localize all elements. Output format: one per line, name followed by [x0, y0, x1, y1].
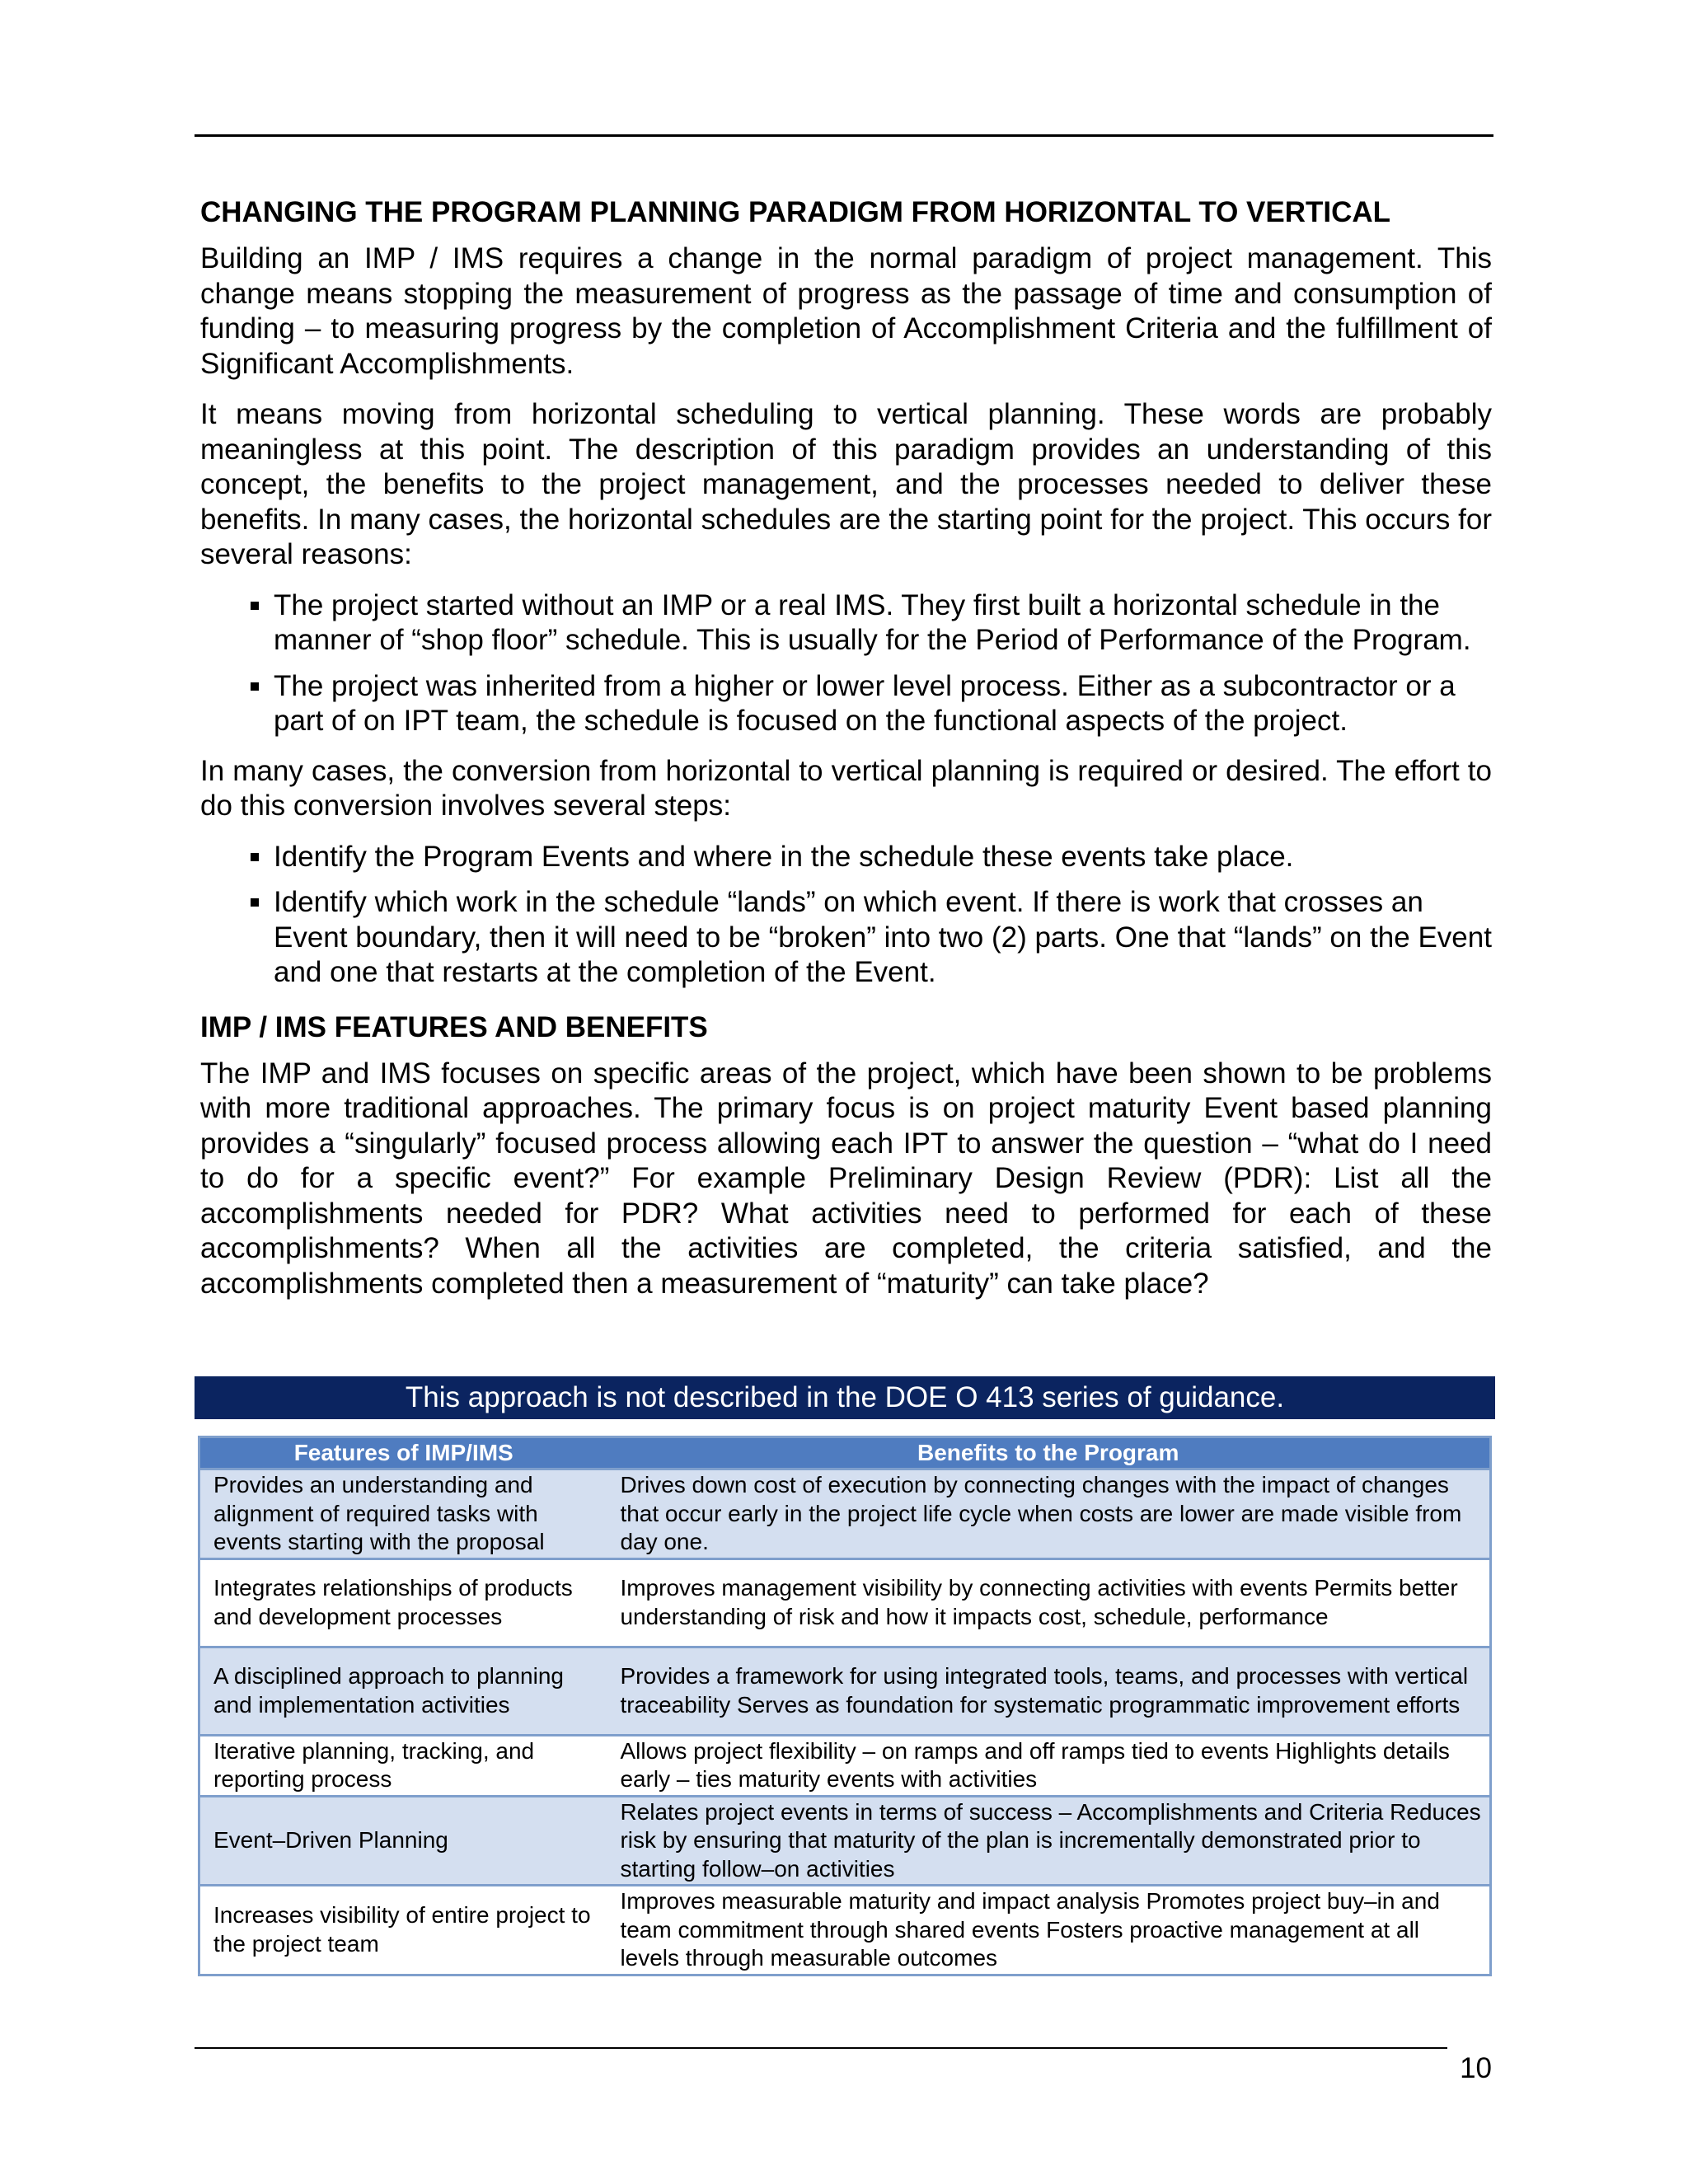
table-row [199, 1735, 1491, 1796]
bullet-item: The project was inherited from a higher or lower level process. Either as a subcontractor or a part of on IPT team, the schedule is focused on the functional aspects of the project. [251, 669, 1492, 739]
benefit-cell: Improves measurable maturity and impact analysis Promotes project buy–in and team commitment through shared events Fosters proactive management at all levels through measurable outcomes [607, 1886, 1490, 1975]
paragraph: It means moving from horizontal scheduling to vertical planning. These words are probably meaningless at this point. The description of this paradigm provides an understanding of this concept, the benefits to the project management, and the processes needed to deliver these benefits. In many cases, the horizontal schedules are the starting point for the project. This occurs for several reasons: [200, 398, 1492, 570]
bullet-item: Identify the Program Events and where in the schedule these events take place. [251, 840, 1492, 875]
feature-cell: Provides an understanding and alignment of required tasks with events starting with the proposal [199, 1469, 607, 1559]
table-row [199, 1886, 1491, 1975]
guidance-banner: This approach is not described in the DOE O 413 series of guidance. [195, 1376, 1495, 1419]
table-row [199, 1647, 1491, 1735]
feature-cell: A disciplined approach to planning and implementation activities [199, 1647, 607, 1735]
footer-rule [195, 2047, 1447, 2049]
column-header-benefits: Benefits to the Program [607, 1437, 1490, 1469]
bullet-list-reasons [200, 588, 1492, 739]
section-heading-paradigm: CHANGING THE PROGRAM PLANNING PARADIGM FROM HORIZONTAL TO VERTICAL [200, 196, 1391, 228]
page-content [200, 195, 1492, 1317]
bullet-item: The project started without an IMP or a real IMS. They first built a horizontal schedule in the manner of “shop floor” schedule. This is usually for the Period of Performance of the Program. [251, 588, 1492, 658]
benefit-cell: Relates project events in terms of success – Accomplishments and Criteria Reduces risk by ensuring that maturity of the plan is incrementally demonstrated prior to starting follow–on activities [607, 1796, 1490, 1886]
paragraph: Building an IMP / IMS requires a change in the normal paradigm of project management. This change means stopping the measurement of progress as the passage of time and consumption of funding – to measuring progress by the completion of Accomplishment Criteria and the fulfillment of Significant Accomplishments. [200, 242, 1492, 380]
bullet-item: Identify which work in the schedule “lands” on which event. If there is work that crosses an Event boundary, then it will need to be “broken” into two (2) parts. One that “lands” on the Event and one that restarts at the completion of the Event. [251, 885, 1492, 991]
column-header-features: Features of IMP/IMS [199, 1437, 607, 1469]
feature-cell: Increases visibility of entire project to the project team [199, 1886, 607, 1975]
feature-cell: Event–Driven Planning [199, 1796, 607, 1886]
table-row [199, 1469, 1491, 1559]
table-row [199, 1796, 1491, 1886]
feature-cell: Integrates relationships of products and development processes [199, 1558, 607, 1647]
paragraph: The IMP and IMS focuses on specific areas of the project, which have been shown to be problems with more traditional approaches. The primary focus is on project maturity Event based planning provides a “singularly” focused process allowing each IPT to answer the question – “what do I need to do for a specific event?” For example Preliminary Design Review (PDR): List all the accomplishments needed for PDR? What activities need to performed for each of these accomplishments? When all the activities are completed, the criteria satisfied, and the accomplishments completed then a measurement of “maturity” can take place? [200, 1057, 1492, 1300]
table-header-row [199, 1437, 1491, 1469]
page-number: 10 [1460, 2052, 1492, 2084]
benefit-cell: Provides a framework for using integrated tools, teams, and processes with vertical traceability Serves as foundation for systematic programmatic improvement efforts [607, 1647, 1490, 1735]
section-heading-features: IMP / IMS FEATURES AND BENEFITS [200, 1010, 708, 1043]
feature-cell: Iterative planning, tracking, and reporting process [199, 1735, 607, 1796]
paragraph: In many cases, the conversion from horizontal to vertical planning is required or desired. The effort to do this conversion involves several steps: [200, 754, 1492, 822]
header-rule [195, 134, 1493, 137]
benefit-cell: Allows project flexibility – on ramps and off ramps tied to events Highlights details early – ties maturity events with activities [607, 1735, 1490, 1796]
benefit-cell: Drives down cost of execution by connecting changes with the impact of changes that occur early in the project life cycle when costs are lower are made visible from day one. [607, 1469, 1490, 1559]
benefit-cell: Improves management visibility by connecting activities with events Permits better understanding of risk and how it impacts cost, schedule, performance [607, 1558, 1490, 1647]
bullet-list-steps [200, 840, 1492, 991]
features-benefits-table [198, 1436, 1492, 1976]
table-row [199, 1558, 1491, 1647]
